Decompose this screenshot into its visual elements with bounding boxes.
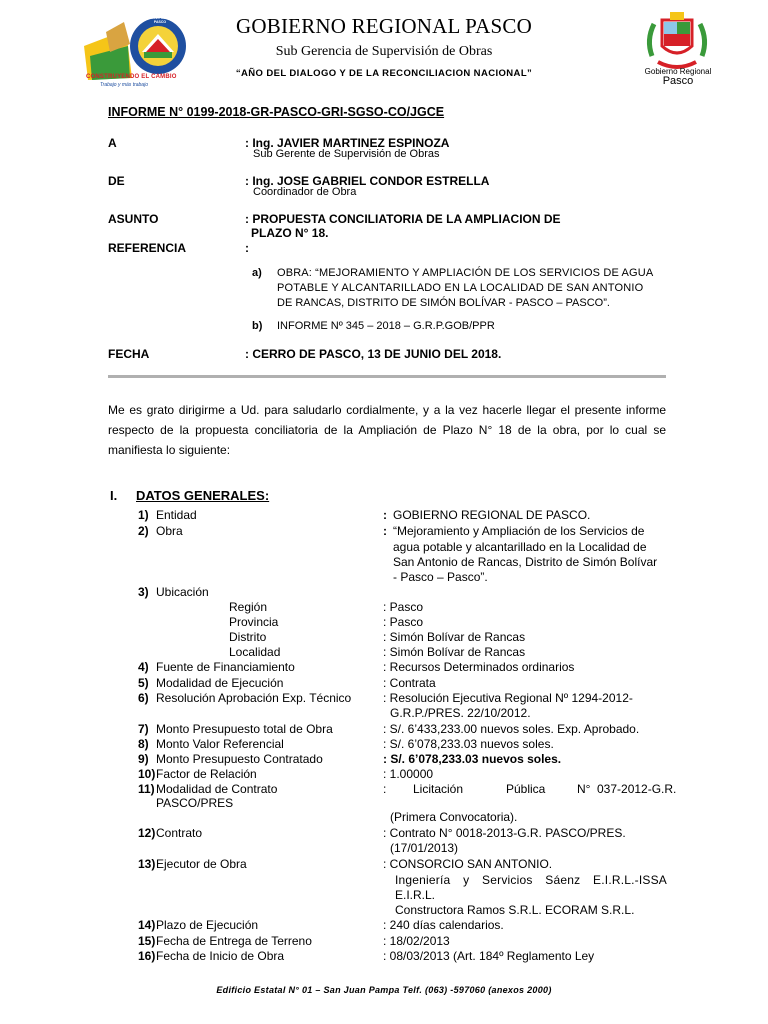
item-value: GOBIERNO REGIONAL DE PASCO. — [393, 508, 591, 522]
reference-a-line-2: POTABLE Y ALCANTARILLADO EN LA LOCALIDAD DE SAN ANTONIO — [277, 282, 644, 294]
item-label: Monto Valor Referencial — [156, 737, 284, 751]
item-value: Ingeniería y Servicios Sáenz E.I.R.L.-ISSA — [395, 873, 667, 887]
reference-a-marker: a) — [252, 267, 262, 279]
item-value: : 240 días calendarios. — [383, 918, 504, 932]
item-value: : 1.00000 — [383, 767, 434, 781]
item-value: - Pasco – Pasco”. — [393, 570, 488, 584]
item-value: Licitación — [413, 782, 464, 796]
right-logo — [636, 10, 718, 90]
document-header-title: GOBIERNO REGIONAL PASCO — [236, 14, 532, 38]
item-label: Entidad — [156, 508, 197, 522]
item-value: : S/. 6’078,233.03 nuevos soles. — [383, 737, 554, 751]
item-label: Fuente de Financiamiento — [156, 660, 295, 674]
date-value: : CERRO DE PASCO, 13 DE JUNIO DEL 2018. — [245, 347, 502, 361]
item-label: Modalidad de Ejecución — [156, 676, 284, 690]
item-value: : S/. 6’433,233.00 nuevos soles. Exp. Aprobado. — [383, 722, 640, 736]
item-value: : CONSORCIO SAN ANTONIO. — [383, 857, 553, 871]
item-value: : Resolución Ejecutiva Regional Nº 1294-2012- — [383, 691, 633, 705]
section-title: DATOS GENERALES: — [136, 488, 270, 503]
location-sub-label: Provincia — [229, 615, 279, 629]
item-value: E.I.R.L. — [395, 888, 436, 902]
item-label: Contrato — [156, 826, 203, 840]
item-number: 3) — [138, 585, 149, 599]
item-label: Modalidad de Contrato — [156, 782, 278, 796]
location-sub-label: Distrito — [229, 630, 267, 644]
intro-line-1: Me es grato dirigirme a Ud. para saludarlo cordialmente, y a la vez hacerle llegar el presente informe — [108, 403, 666, 417]
item-label: Ejecutor de Obra — [156, 857, 247, 871]
item-label: Resolución Aprobación Exp. Técnico — [156, 691, 352, 705]
item-number: 4) — [138, 660, 149, 674]
coat-of-arms-icon — [636, 10, 718, 72]
item-value: : S/. 6’078,233.03 nuevos soles. — [383, 752, 562, 766]
location-sub-value: : Simón Bolívar de Rancas — [383, 630, 526, 644]
item-value: agua potable y alcantarillado en la Localidad de — [393, 540, 647, 554]
item-value: : Recursos Determinados ordinarios — [383, 660, 575, 674]
reference-label: REFERENCIA — [108, 241, 187, 255]
item-value: : — [383, 782, 387, 796]
item-value: San Antonio de Rancas, Distrito de Simón Bolívar — [393, 555, 658, 569]
location-sub-value: : Pasco — [383, 600, 424, 614]
item-colon: : — [383, 524, 387, 538]
item-value: “Mejoramiento y Ampliación de los Servicios de — [393, 524, 645, 538]
reference-a-line-3: DE RANCAS, DISTRITO DE SIMÓN BOLÍVAR - PASCO – PASCO”. — [277, 297, 610, 309]
left-logo-badge: GOBIERNO REGIONAL PASCO — [140, 16, 180, 24]
item-label-continued: PASCO/PRES — [156, 796, 234, 810]
item-number: 6) — [138, 691, 149, 705]
item-value: G.R.P./PRES. 22/10/2012. — [390, 706, 531, 720]
left-logo-caption: CONSTRUYENDO EL CAMBIO — [86, 74, 177, 80]
item-number: 13) — [138, 857, 156, 871]
location-sub-value: : Simón Bolívar de Rancas — [383, 645, 526, 659]
item-number: 16) — [138, 949, 156, 963]
right-logo-line1: Gobierno Regional — [644, 67, 712, 76]
item-label: Fecha de Entrega de Terreno — [156, 934, 312, 948]
intro-line-3: manifiesta lo siguiente: — [108, 443, 231, 457]
location-sub-label: Localidad — [229, 645, 281, 659]
location-sub-value: : Pasco — [383, 615, 424, 629]
item-value: Constructora Ramos S.R.L. ECORAM S.R.L. — [395, 903, 635, 917]
item-number: 10) — [138, 767, 156, 781]
item-value: : Contrata — [383, 676, 436, 690]
item-number: 2) — [138, 524, 149, 538]
reference-b-line-1: INFORME Nº 345 – 2018 – G.R.P.GOB/PPR — [277, 320, 495, 332]
item-number: 1) — [138, 508, 149, 522]
subject-label: ASUNTO — [108, 212, 159, 226]
reference-a-line-1: OBRA: “MEJORAMIENTO Y AMPLIACIÓN DE LOS SERVICIOS DE AGUA — [277, 267, 654, 279]
item-number: 7) — [138, 722, 149, 736]
item-label: Obra — [156, 524, 183, 538]
section-numeral: I. — [110, 488, 118, 503]
item-value: N° — [577, 782, 591, 796]
reference-b-marker: b) — [252, 320, 263, 332]
document-header-subtitle: Sub Gerencia de Supervisión de Obras — [275, 44, 493, 59]
from-name: : Ing. JOSE GABRIEL CONDOR ESTRELLA — [245, 174, 490, 188]
item-value: : Contrato N° 0018-2013-G.R. PASCO/PRES. — [383, 826, 626, 840]
to-label: A — [108, 136, 117, 150]
item-value: : 18/02/2013 — [383, 934, 450, 948]
item-label: Plazo de Ejecución — [156, 918, 259, 932]
item-colon: : — [383, 508, 387, 522]
item-value: (17/01/2013) — [390, 841, 459, 855]
item-label: Monto Presupuesto total de Obra — [156, 722, 333, 736]
subject-line-1: : PROPUESTA CONCILIATORIA DE LA AMPLIACION DE — [245, 212, 561, 226]
item-number: 11) — [138, 782, 155, 796]
to-title: Sub Gerente de Supervisión de Obras — [253, 148, 440, 160]
item-label: Monto Presupuesto Contratado — [156, 752, 323, 766]
page-footer: Edificio Estatal N° 01 – San Juan Pampa Telf. (063) -597060 (anexos 2000) — [216, 985, 552, 995]
location-sub-label: Región — [229, 600, 268, 614]
item-label: Fecha de Inicio de Obra — [156, 949, 285, 963]
item-number: 5) — [138, 676, 149, 690]
item-number: 12) — [138, 826, 156, 840]
item-value: : 08/03/2013 (Art. 184º Reglamento Ley — [383, 949, 595, 963]
item-value: (Primera Convocatoria). — [390, 810, 518, 824]
from-title: Coordinador de Obra — [253, 186, 357, 198]
item-number: 8) — [138, 737, 149, 751]
item-label: Factor de Relación — [156, 767, 257, 781]
to-name: : Ing. JAVIER MARTINEZ ESPINOZA — [245, 136, 450, 150]
document-header-motto: “AÑO DEL DIALOGO Y DE LA RECONCILIACION NACIONAL” — [235, 68, 533, 79]
item-number: 9) — [138, 752, 149, 766]
separator-rule — [108, 375, 666, 378]
left-logo-tagline: Trabajo y más trabajo — [100, 82, 148, 88]
right-logo-line2: Pasco — [662, 75, 694, 87]
item-number: 14) — [138, 918, 156, 932]
intro-line-2: respecto de la propuesta conciliatoria de la Ampliación de Plazo N° 18 de la obra, por lo cual se — [108, 423, 666, 437]
reference-colon: : — [245, 241, 249, 255]
subject-line-2: PLAZO N° 18. — [251, 226, 329, 240]
date-label: FECHA — [108, 347, 150, 361]
item-label: Ubicación — [156, 585, 209, 599]
item-value: Pública — [506, 782, 546, 796]
item-number: 15) — [138, 934, 156, 948]
report-number: INFORME N° 0199-2018-GR-PASCO-GRI-SGSO-CO/JGCE — [108, 105, 445, 119]
item-value: 037-2012-G.R. — [597, 782, 677, 796]
from-label: DE — [108, 174, 125, 188]
